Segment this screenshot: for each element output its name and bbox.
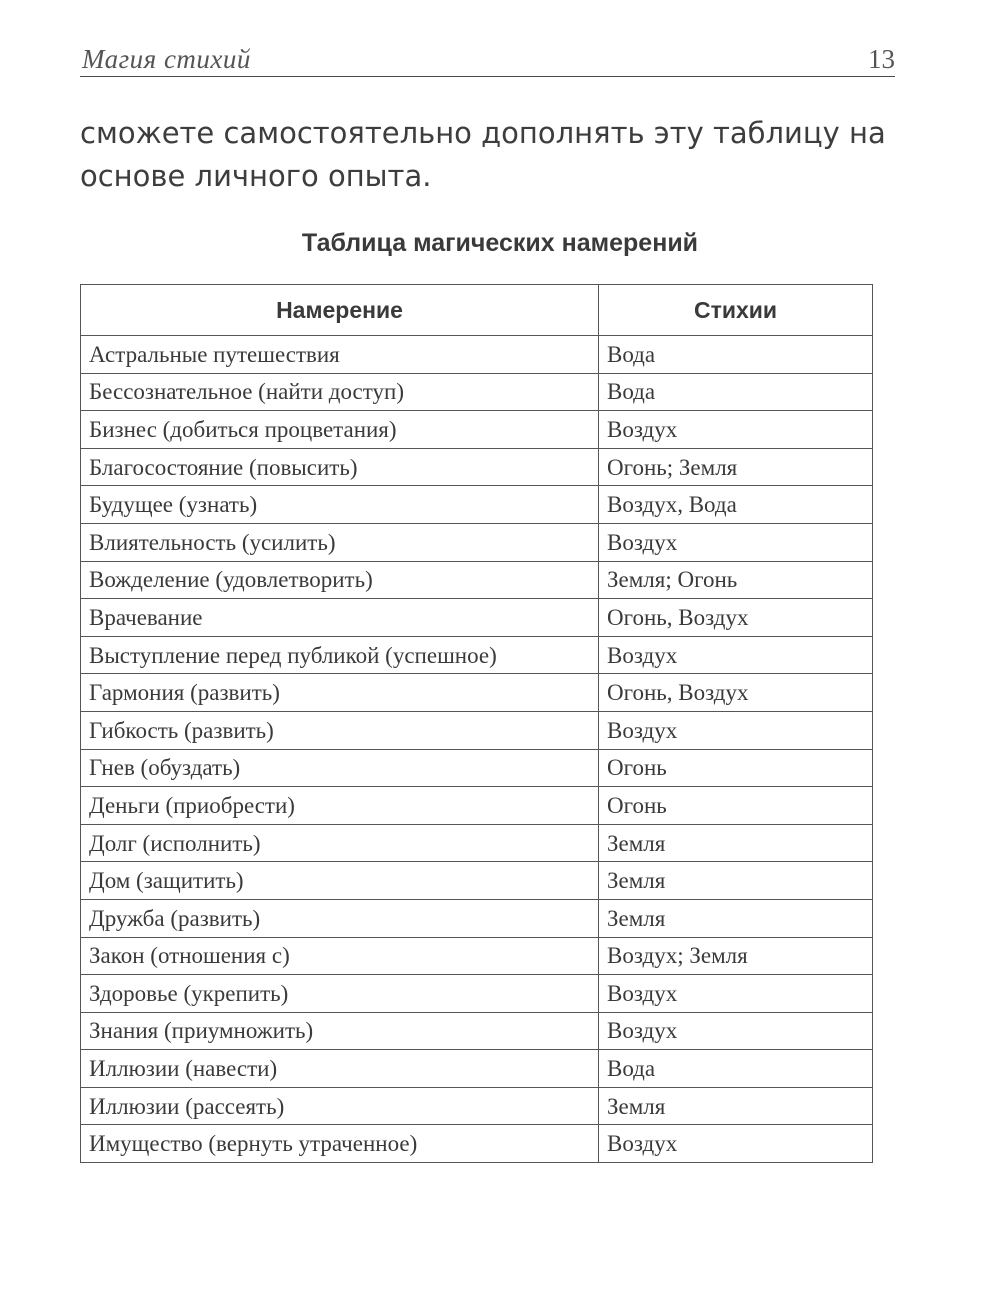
page-number: 13	[868, 44, 895, 74]
intention-cell: Гармония (развить)	[81, 674, 599, 712]
intentions-table	[80, 284, 873, 1163]
table-header-row	[81, 285, 873, 336]
intention-cell: Знания (приумножить)	[81, 1012, 599, 1050]
elements-cell: Земля	[599, 899, 873, 937]
table-row	[81, 448, 873, 486]
table-row	[81, 1012, 873, 1050]
elements-cell: Вода	[599, 336, 873, 374]
body-paragraph: сможете самостоятельно дополнять эту таблицу на основе личного опыта.	[80, 116, 886, 193]
elements-cell: Воздух	[599, 411, 873, 449]
elements-cell: Земля	[599, 1087, 873, 1125]
intention-cell: Имущество (вернуть утраченное)	[81, 1125, 599, 1163]
table-row	[81, 862, 873, 900]
elements-cell: Воздух	[599, 975, 873, 1013]
intention-cell: Вожделение (удовлетворить)	[81, 561, 599, 599]
elements-cell: Воздух	[599, 1125, 873, 1163]
table-row	[81, 486, 873, 524]
column-header-elements: Стихии	[599, 285, 873, 336]
table-row	[81, 787, 873, 825]
table-row	[81, 674, 873, 712]
elements-cell: Вода	[599, 1050, 873, 1088]
elements-cell: Земля; Огонь	[599, 561, 873, 599]
intention-cell: Гнев (обуздать)	[81, 749, 599, 787]
elements-cell: Огонь; Земля	[599, 448, 873, 486]
table-row	[81, 1050, 873, 1088]
intention-cell: Дом (защитить)	[81, 862, 599, 900]
table-row	[81, 599, 873, 637]
table-row	[81, 411, 873, 449]
elements-cell: Воздух	[599, 1012, 873, 1050]
elements-cell: Воздух	[599, 636, 873, 674]
column-header-intention: Намерение	[81, 285, 599, 336]
table-row	[81, 373, 873, 411]
table-row	[81, 899, 873, 937]
intention-cell: Выступление перед публикой (успешное)	[81, 636, 599, 674]
elements-cell: Огонь, Воздух	[599, 674, 873, 712]
table-row	[81, 937, 873, 975]
elements-cell: Воздух	[599, 711, 873, 749]
intention-cell: Закон (отношения с)	[81, 937, 599, 975]
intention-cell: Бизнес (добиться процветания)	[81, 411, 599, 449]
intention-cell: Дружба (развить)	[81, 899, 599, 937]
table-row	[81, 711, 873, 749]
table-row	[81, 1087, 873, 1125]
elements-cell: Вода	[599, 373, 873, 411]
intention-cell: Будущее (узнать)	[81, 486, 599, 524]
intention-cell: Иллюзии (рассеять)	[81, 1087, 599, 1125]
table-row	[81, 523, 873, 561]
elements-cell: Огонь	[599, 787, 873, 825]
table-row	[81, 975, 873, 1013]
intention-cell: Астральные путешествия	[81, 336, 599, 374]
table-row	[81, 336, 873, 374]
elements-cell: Воздух	[599, 523, 873, 561]
table-row	[81, 561, 873, 599]
table-row	[81, 749, 873, 787]
elements-cell: Земля	[599, 862, 873, 900]
table-row	[81, 1125, 873, 1163]
intention-cell: Гибкость (развить)	[81, 711, 599, 749]
table-title: Таблица магических намерений	[301, 229, 699, 257]
elements-cell: Воздух; Земля	[599, 937, 873, 975]
elements-cell: Воздух, Вода	[599, 486, 873, 524]
intention-cell: Бессознательное (найти доступ)	[81, 373, 599, 411]
running-header	[80, 40, 895, 77]
elements-cell: Огонь, Воздух	[599, 599, 873, 637]
running-header-title: Магия стихий	[82, 44, 251, 74]
intention-cell: Деньги (приобрести)	[81, 787, 599, 825]
table-row	[81, 636, 873, 674]
elements-cell: Земля	[599, 824, 873, 862]
intention-cell: Здоровье (укрепить)	[81, 975, 599, 1013]
intention-cell: Иллюзии (навести)	[81, 1050, 599, 1088]
intention-cell: Влиятельность (усилить)	[81, 523, 599, 561]
intention-cell: Благосостояние (повысить)	[81, 448, 599, 486]
elements-cell: Огонь	[599, 749, 873, 787]
intention-cell: Долг (исполнить)	[81, 824, 599, 862]
table-row	[81, 824, 873, 862]
intention-cell: Врачевание	[81, 599, 599, 637]
